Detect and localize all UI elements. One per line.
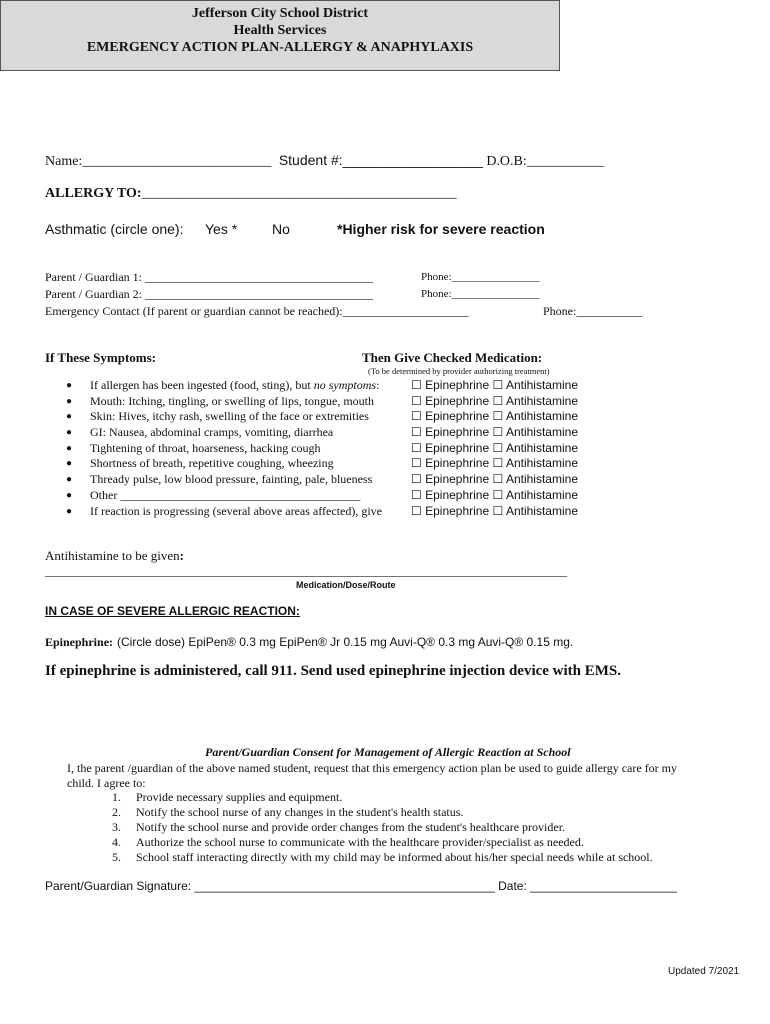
symptom-item xyxy=(66,394,382,410)
medication-heading: Then Give Checked Medication: xyxy=(362,350,543,365)
antihistamine-checkbox[interactable]: ☐ xyxy=(492,487,504,502)
antihistamine-label: Antihistamine xyxy=(505,378,578,392)
bullet-icon: ● xyxy=(66,427,73,439)
antihistamine-label: Antihistamine xyxy=(505,393,578,408)
name-field[interactable]: ___________________________ xyxy=(82,154,272,169)
symptom-text: GI: Nausea, abdominal cramps, vomiting, diarrhea xyxy=(90,425,334,440)
consent-item-text: Authorize the school nurse to communicate with the healthcare provider/specialist as needed. xyxy=(136,835,584,849)
emergency-contact-field[interactable]: Emergency Contact (If parent or guardian cannot be reached):_____________________ xyxy=(45,304,469,318)
symptom-item xyxy=(66,409,382,425)
consent-item xyxy=(108,850,653,865)
antihistamine-checkbox[interactable]: ☐ xyxy=(492,503,504,518)
medication-checkbox-row xyxy=(411,504,578,520)
signature-label: Parent/Guardian Signature: xyxy=(45,879,192,893)
antihistamine-label: Antihistamine xyxy=(505,472,578,487)
epinephrine-label: Epinephrine xyxy=(425,440,490,455)
antihistamine-label-row xyxy=(45,548,184,564)
bullet-icon: ● xyxy=(66,395,73,407)
higher-risk-note: *Higher risk for severe reaction xyxy=(337,221,545,237)
consent-item xyxy=(108,805,653,820)
consent-item-number: 4. xyxy=(112,835,121,849)
form-title: EMERGENCY ACTION PLAN-ALLERGY & ANAPHYLAXIS xyxy=(86,40,474,55)
symptom-item xyxy=(66,378,382,394)
symptom-list xyxy=(66,378,382,519)
consent-item-text: School staff interacting directly with my child may be informed about his/her special needs while at school. xyxy=(136,850,653,864)
symptom-text: Shortness of breath, repetitive coughing, wheezing xyxy=(90,456,334,471)
symptom-item xyxy=(66,504,382,520)
consent-item-text: Notify the school nurse and provide order changes from the student's healthcare provider. xyxy=(136,820,566,834)
consent-item-text: Notify the school nurse of any changes in the student's health status. xyxy=(136,805,464,819)
call-911-instruction: If epinephrine is administered, call 911. Send used epinephrine injection device with EMS. xyxy=(45,663,622,679)
medication-subheading: (To be determined by provider authorizing treatment) xyxy=(368,366,550,376)
bullet-icon: ● xyxy=(66,442,73,454)
medication-dose-route-caption: Medication/Dose/Route xyxy=(296,580,396,590)
medication-checkbox-row xyxy=(411,441,578,457)
guardian1-phone-field[interactable]: Phone:________________ xyxy=(421,271,540,283)
dob-label: D.O.B: xyxy=(486,154,527,169)
symptom-item xyxy=(66,456,382,472)
epinephrine-checkbox[interactable]: ☐ xyxy=(411,425,422,440)
symptom-item xyxy=(66,425,382,441)
antihistamine-checkbox[interactable]: ☐ xyxy=(492,456,504,471)
medication-checkbox-row xyxy=(411,456,578,472)
medication-checkbox-row xyxy=(411,488,578,504)
symptom-suffix: : xyxy=(376,378,380,392)
consent-paragraph-line1: I, the parent /guardian of the above named student, request that this emergency action plan be used to guide allergy care for my xyxy=(67,761,678,775)
antihistamine-checkbox[interactable]: ☐ xyxy=(492,425,504,440)
antihistamine-label: Antihistamine xyxy=(505,503,578,518)
header-box xyxy=(0,0,560,71)
medication-checkbox-row xyxy=(411,378,578,394)
antihistamine-label: Antihistamine xyxy=(505,440,578,455)
epinephrine-checkbox[interactable]: ☐ xyxy=(411,409,422,424)
signature-field[interactable]: _____________________________________________ xyxy=(194,879,495,893)
signature-row xyxy=(45,879,677,893)
epinephrine-checkbox[interactable]: ☐ xyxy=(411,378,422,392)
epinephrine-label: Epinephrine xyxy=(425,378,490,392)
antihistamine-label: Antihistamine to be given xyxy=(45,548,180,563)
symptoms-heading: If These Symptoms: xyxy=(45,350,156,365)
symptom-emphasis: no symptoms xyxy=(313,378,377,392)
severe-reaction-heading: IN CASE OF SEVERE ALLERGIC REACTION: xyxy=(45,604,300,618)
name-label: Name: xyxy=(45,154,83,169)
antihistamine-label: Antihistamine xyxy=(505,456,578,471)
allergy-field[interactable]: _____________________________________________ xyxy=(141,186,457,201)
symptom-item xyxy=(66,441,382,457)
emergency-phone-field[interactable]: Phone:___________ xyxy=(543,304,643,318)
bullet-icon: ● xyxy=(66,380,73,391)
epinephrine-checkbox[interactable]: ☐ xyxy=(411,393,422,408)
antihistamine-colon: : xyxy=(179,548,185,563)
symptom-text: If reaction is progressing (several above areas affected), give xyxy=(90,503,382,518)
date-field[interactable]: ______________________ xyxy=(530,879,677,893)
student-number-field[interactable]: __________________ xyxy=(342,152,483,168)
antihistamine-checkbox[interactable]: ☐ xyxy=(492,472,504,487)
antihistamine-checkbox[interactable]: ☐ xyxy=(492,440,504,455)
asthmatic-no-option[interactable]: No xyxy=(272,221,290,237)
antihistamine-label: Antihistamine xyxy=(505,425,578,440)
epinephrine-label: Epinephrine xyxy=(425,487,490,502)
bullet-icon: ● xyxy=(66,458,73,470)
consent-item-number: 2. xyxy=(112,805,121,819)
medication-checkbox-row xyxy=(411,394,578,410)
consent-paragraph-line2: child. I agree to: xyxy=(67,776,146,790)
consent-item xyxy=(108,820,653,835)
epinephrine-row xyxy=(45,633,573,651)
epinephrine-checkbox[interactable]: ☐ xyxy=(411,472,422,487)
symptom-text: Other ________________________________________ xyxy=(90,487,361,502)
epinephrine-label: Epinephrine xyxy=(425,503,490,518)
consent-item-number: 3. xyxy=(112,820,121,834)
epinephrine-checkbox[interactable]: ☐ xyxy=(411,487,422,502)
medication-checkbox-row xyxy=(411,472,578,488)
medication-checkbox-row xyxy=(411,409,578,425)
department-name: Health Services xyxy=(233,23,327,38)
guardian2-field[interactable]: Parent / Guardian 2: ______________________________________ xyxy=(45,287,373,301)
consent-item-number: 5. xyxy=(112,850,121,864)
symptom-text: Thready pulse, low blood pressure, fainting, pale, blueness xyxy=(90,472,373,487)
allergy-row xyxy=(45,186,457,202)
symptom-text: Tightening of throat, hoarseness, hacking cough xyxy=(90,440,321,455)
bullet-icon: ● xyxy=(66,505,73,517)
allergy-label: ALLERGY TO: xyxy=(45,186,142,201)
date-label: Date: xyxy=(498,879,527,893)
symptom-item xyxy=(66,488,382,504)
consent-item-text: Provide necessary supplies and equipment. xyxy=(136,790,343,804)
symptom-text: Mouth: Itching, tingling, or swelling of lips, tongue, mouth xyxy=(90,393,374,408)
student-number-label: Student #: xyxy=(278,152,343,168)
updated-date: Updated 7/2021 xyxy=(668,966,740,977)
consent-item-number: 1. xyxy=(112,790,121,804)
epinephrine-label: Epinephrine xyxy=(425,393,490,408)
dob-field[interactable]: ___________ xyxy=(526,154,604,169)
asthmatic-yes-option[interactable]: Yes * xyxy=(205,221,238,237)
epinephrine-label: Epinephrine xyxy=(425,425,490,440)
epinephrine-dose-options[interactable]: (Circle dose) EpiPen® 0.3 mg EpiPen® Jr 0.15 mg Auvi-Q® 0.3 mg Auvi-Q® 0.15 mg. xyxy=(117,635,574,649)
epinephrine-checkbox[interactable]: ☐ xyxy=(411,456,422,471)
antihistamine-label: Antihistamine xyxy=(505,409,578,424)
guardian1-field[interactable]: Parent / Guardian 1: ______________________________________ xyxy=(45,270,373,284)
epinephrine-label: Epinephrine xyxy=(425,456,490,471)
antihistamine-checkbox[interactable]: ☐ xyxy=(492,393,504,408)
epinephrine-label: Epinephrine xyxy=(425,472,490,487)
asthmatic-label: Asthmatic (circle one): xyxy=(45,221,184,237)
consent-item xyxy=(108,790,653,805)
consent-title: Parent/Guardian Consent for Management of Allergic Reaction at School xyxy=(205,745,571,759)
guardian2-phone-field[interactable]: Phone:________________ xyxy=(421,288,540,300)
epinephrine-checkbox[interactable]: ☐ xyxy=(411,503,422,518)
symptom-text: Skin: Hives, itchy rash, swelling of the face or extremities xyxy=(90,409,369,424)
antihistamine-checkbox[interactable]: ☐ xyxy=(492,378,504,392)
antihistamine-field[interactable]: _______________________________________________________________________________________ xyxy=(45,564,567,578)
epinephrine-label: Epinephrine xyxy=(425,409,490,424)
antihistamine-label: Antihistamine xyxy=(505,487,578,502)
epinephrine-checkbox[interactable]: ☐ xyxy=(411,440,422,455)
consent-item xyxy=(108,835,653,850)
symptom-item xyxy=(66,472,382,488)
medication-checkbox-list xyxy=(411,378,578,519)
consent-list xyxy=(108,790,653,865)
antihistamine-checkbox[interactable]: ☐ xyxy=(492,409,504,424)
district-name: Jefferson City School District xyxy=(191,6,369,21)
bullet-icon: ● xyxy=(66,489,73,501)
bullet-icon: ● xyxy=(66,411,73,423)
bullet-icon: ● xyxy=(66,474,73,486)
symptom-text: If allergen has been ingested (food, sting), but xyxy=(90,378,314,392)
student-info-row xyxy=(45,152,604,170)
epinephrine-label: Epinephrine: xyxy=(45,635,114,649)
medication-checkbox-row xyxy=(411,425,578,441)
